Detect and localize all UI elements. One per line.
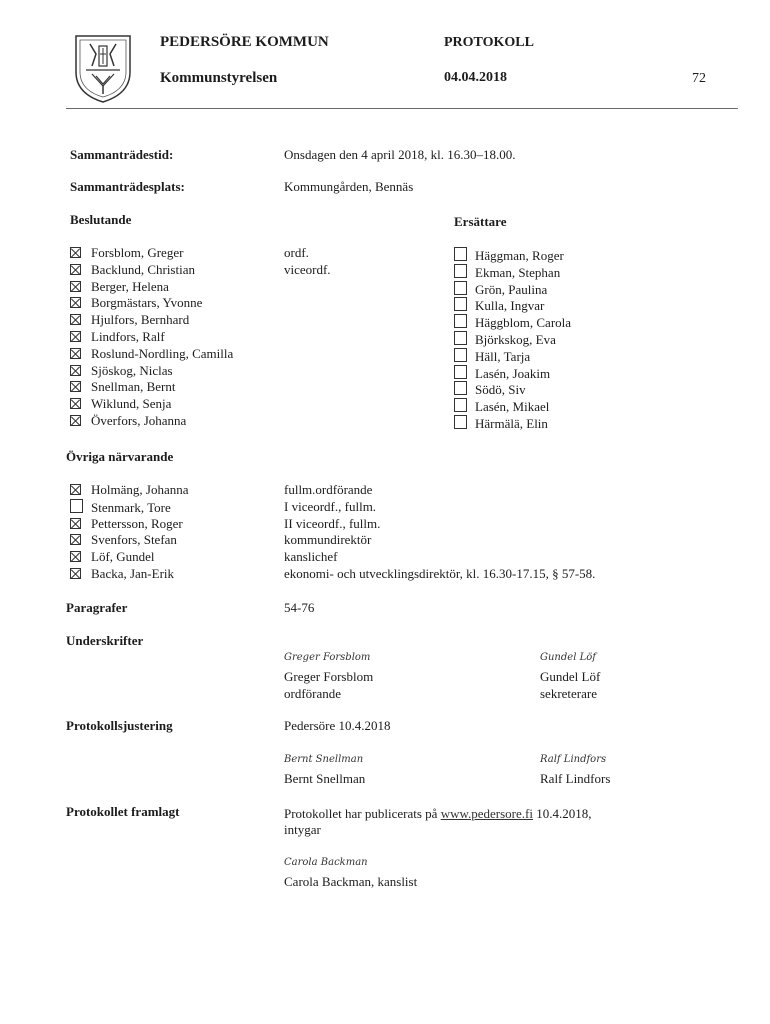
unchecked-checkbox[interactable] bbox=[454, 281, 467, 295]
checked-checkbox[interactable] bbox=[70, 281, 81, 292]
secretary-title: sekreterare bbox=[540, 686, 598, 701]
published-line2: intygar bbox=[284, 822, 321, 837]
member-name: Wiklund, Senja bbox=[91, 396, 172, 412]
substitute-name: Grön, Paulina bbox=[475, 281, 548, 297]
substitute-row bbox=[454, 348, 571, 365]
unchecked-checkbox[interactable] bbox=[454, 398, 467, 412]
member-role bbox=[284, 346, 331, 363]
checked-checkbox[interactable] bbox=[70, 348, 81, 359]
substitute-name: Lasén, Joakim bbox=[475, 365, 551, 381]
unchecked-checkbox[interactable] bbox=[454, 331, 467, 345]
other-attendee-row bbox=[70, 566, 188, 583]
substitute-name: Lasén, Mikael bbox=[475, 399, 550, 415]
other-attendee-role: ekonomi- och utvecklingsdirektör, kl. 16.30-17.15, § 57-58. bbox=[284, 565, 596, 581]
substitute-row bbox=[454, 297, 571, 314]
checked-checkbox[interactable] bbox=[70, 381, 81, 392]
adjustment-place-date: Pedersöre 10.4.2018 bbox=[284, 718, 391, 733]
unchecked-checkbox[interactable] bbox=[454, 247, 467, 261]
substitute-row bbox=[454, 281, 571, 298]
members-list bbox=[70, 245, 233, 430]
other-attendee-name: Stenmark, Tore bbox=[91, 499, 171, 515]
signatures-label: Underskrifter bbox=[66, 633, 144, 648]
other-attendee-row bbox=[70, 549, 188, 566]
member-name: Borgmästars, Yvonne bbox=[91, 295, 203, 311]
checked-checkbox[interactable] bbox=[70, 484, 81, 495]
substitute-name: Härmälä, Elin bbox=[475, 415, 548, 431]
other-attendee-name: Svenfors, Stefan bbox=[91, 532, 177, 548]
substitute-row bbox=[454, 264, 571, 281]
substitute-name: Ekman, Stephan bbox=[475, 264, 561, 280]
meeting-place-label: Sammanträdesplats: bbox=[70, 179, 185, 194]
member-role: viceordf. bbox=[284, 261, 331, 277]
member-row bbox=[70, 245, 233, 262]
member-row bbox=[70, 329, 233, 346]
unchecked-checkbox[interactable] bbox=[454, 415, 467, 429]
published-text-before: Protokollet har publicerats på bbox=[284, 806, 441, 821]
substitute-name: Häggblom, Carola bbox=[475, 315, 572, 331]
member-row bbox=[70, 363, 233, 380]
member-row bbox=[70, 262, 233, 279]
member-name: Sjöskog, Niclas bbox=[91, 362, 173, 378]
others-heading: Övriga närvarande bbox=[66, 449, 174, 464]
clerk-signature: Carola Backman bbox=[284, 857, 368, 868]
page-number: 72 bbox=[692, 71, 706, 86]
checked-checkbox[interactable] bbox=[70, 264, 81, 275]
published-text bbox=[284, 806, 591, 822]
member-row bbox=[70, 379, 233, 396]
meeting-time-label: Sammanträdestid: bbox=[70, 147, 174, 162]
member-row bbox=[70, 312, 233, 329]
substitute-name: Björkskog, Eva bbox=[475, 331, 556, 347]
adjuster1-signature: Bernt Snellman bbox=[284, 754, 364, 765]
unchecked-checkbox[interactable] bbox=[454, 297, 467, 311]
other-attendee-row bbox=[70, 482, 188, 499]
member-row bbox=[70, 396, 233, 413]
substitutes-list bbox=[454, 247, 571, 432]
member-name: Överfors, Johanna bbox=[91, 412, 187, 428]
adjuster2-signature: Ralf Lindfors bbox=[540, 754, 607, 765]
unchecked-checkbox[interactable] bbox=[454, 365, 467, 379]
unchecked-checkbox[interactable] bbox=[454, 348, 467, 362]
published-text-after: 10.4.2018, bbox=[532, 806, 592, 821]
member-name: Snellman, Bernt bbox=[91, 379, 176, 395]
substitute-row bbox=[454, 331, 571, 348]
published-label: Protokollet framlagt bbox=[66, 804, 180, 819]
member-role bbox=[284, 295, 331, 312]
checked-checkbox[interactable] bbox=[70, 518, 81, 529]
member-role bbox=[284, 279, 331, 296]
meeting-place-value: Kommungården, Bennäs bbox=[284, 179, 414, 194]
unchecked-checkbox[interactable] bbox=[70, 499, 83, 513]
checked-checkbox[interactable] bbox=[70, 331, 81, 342]
member-role bbox=[284, 363, 331, 380]
checked-checkbox[interactable] bbox=[70, 297, 81, 308]
member-role bbox=[284, 413, 331, 430]
adjustment-label: Protokollsjustering bbox=[66, 718, 173, 733]
header-divider bbox=[66, 108, 738, 109]
other-attendee-role: kanslichef bbox=[284, 549, 338, 565]
member-row bbox=[70, 295, 233, 312]
substitute-row bbox=[454, 381, 571, 398]
body-name: Kommunstyrelsen bbox=[160, 70, 278, 86]
substitute-name: Södö, Siv bbox=[475, 382, 526, 398]
checked-checkbox[interactable] bbox=[70, 247, 81, 258]
paragrafer-label: Paragrafer bbox=[66, 600, 128, 615]
substitutes-heading: Ersättare bbox=[454, 214, 507, 229]
other-attendee-role: kommundirektör bbox=[284, 532, 372, 548]
checked-checkbox[interactable] bbox=[70, 365, 81, 376]
substitute-name: Kulla, Ingvar bbox=[475, 298, 545, 314]
others-roles-list bbox=[284, 482, 595, 583]
municipality-name: PEDERSÖRE KOMMUN bbox=[160, 34, 329, 50]
unchecked-checkbox[interactable] bbox=[454, 264, 467, 278]
member-name: Backlund, Christian bbox=[91, 261, 195, 277]
other-attendee-name: Pettersson, Roger bbox=[91, 515, 183, 531]
member-role bbox=[284, 312, 331, 329]
member-name: Lindfors, Ralf bbox=[91, 328, 165, 344]
checked-checkbox[interactable] bbox=[70, 415, 81, 426]
adjuster2-name: Ralf Lindfors bbox=[540, 771, 611, 786]
other-attendee-name: Holmäng, Johanna bbox=[91, 482, 189, 497]
member-name: Hjulfors, Bernhard bbox=[91, 312, 190, 328]
members-heading: Beslutande bbox=[70, 212, 132, 227]
member-name: Berger, Helena bbox=[91, 278, 169, 294]
other-attendee-name: Löf, Gundel bbox=[91, 549, 155, 565]
clerk-name: Carola Backman, kanslist bbox=[284, 874, 418, 889]
member-name: Roslund-Nordling, Camilla bbox=[91, 345, 234, 361]
other-attendee-row bbox=[70, 499, 188, 516]
website-link[interactable]: www.pedersore.fi bbox=[440, 806, 533, 821]
substitute-row bbox=[454, 314, 571, 331]
substitute-row bbox=[454, 415, 571, 432]
other-attendee-role: II viceordf., fullm. bbox=[284, 515, 381, 531]
municipality-crest-logo bbox=[70, 32, 136, 104]
substitute-row bbox=[454, 247, 571, 264]
member-role: ordf. bbox=[284, 245, 309, 260]
substitute-row bbox=[454, 365, 571, 382]
unchecked-checkbox[interactable] bbox=[454, 314, 467, 328]
checked-checkbox[interactable] bbox=[70, 551, 81, 562]
substitute-name: Häggman, Roger bbox=[475, 248, 564, 263]
adjuster1-name: Bernt Snellman bbox=[284, 771, 366, 786]
substitute-row bbox=[454, 398, 571, 415]
member-row bbox=[70, 413, 233, 430]
chair-signature: Greger Forsblom bbox=[284, 652, 371, 663]
meeting-time-value: Onsdagen den 4 april 2018, kl. 16.30–18.00. bbox=[284, 147, 516, 162]
checked-checkbox[interactable] bbox=[70, 568, 81, 579]
paragrafer-value: 54-76 bbox=[284, 600, 315, 615]
checked-checkbox[interactable] bbox=[70, 398, 81, 409]
other-attendee-role: fullm.ordförande bbox=[284, 482, 373, 497]
substitute-name: Häll, Tarja bbox=[475, 348, 531, 364]
members-roles-list bbox=[284, 245, 331, 430]
others-list bbox=[70, 482, 188, 583]
checked-checkbox[interactable] bbox=[70, 314, 81, 325]
member-role bbox=[284, 379, 331, 396]
member-row bbox=[70, 346, 233, 363]
member-role bbox=[284, 396, 331, 413]
other-attendee-name: Backa, Jan-Erik bbox=[91, 565, 175, 581]
document-type: PROTOKOLL bbox=[444, 35, 534, 50]
document-date: 04.04.2018 bbox=[444, 70, 507, 85]
chair-name: Greger Forsblom bbox=[284, 669, 374, 684]
other-attendee-row bbox=[70, 532, 188, 549]
unchecked-checkbox[interactable] bbox=[454, 381, 467, 395]
secretary-signature: Gundel Löf bbox=[540, 652, 596, 663]
member-row bbox=[70, 279, 233, 296]
member-name: Forsblom, Greger bbox=[91, 245, 184, 260]
secretary-name: Gundel Löf bbox=[540, 669, 601, 684]
member-role bbox=[284, 329, 331, 346]
other-attendee-row bbox=[70, 516, 188, 533]
checked-checkbox[interactable] bbox=[70, 534, 81, 545]
chair-title: ordförande bbox=[284, 686, 342, 701]
other-attendee-role: I viceordf., fullm. bbox=[284, 498, 377, 514]
